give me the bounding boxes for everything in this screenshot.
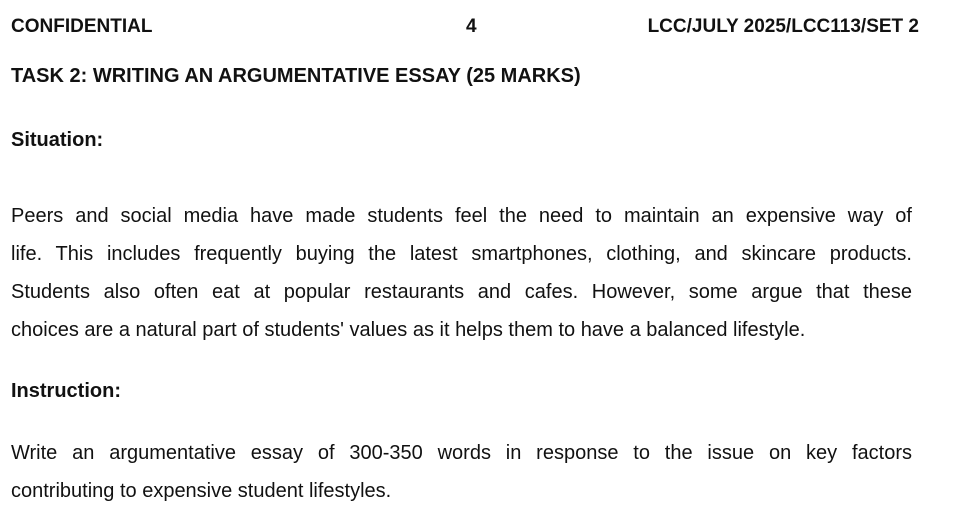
situation-paragraph xyxy=(11,197,912,349)
situation-line: Peers and social media have made students feel the need to maintain an expensive way of xyxy=(11,205,912,227)
instruction-line: contributing to expensive student lifestyles. xyxy=(11,480,392,502)
situation-line: Students also often eat at popular restaurants and cafes. However, some argue that these xyxy=(11,281,912,303)
instruction-line: Write an argumentative essay of 300-350 words in response to the issue on key factors xyxy=(11,442,912,464)
situation-line: life. This includes frequently buying the latest smartphones, clothing, and skincare products. xyxy=(11,243,912,265)
instruction-paragraph xyxy=(11,434,912,510)
situation-heading: Situation: xyxy=(11,129,104,151)
task-title: TASK 2: WRITING AN ARGUMENTATIVE ESSAY (25 MARKS) xyxy=(11,65,581,87)
confidential-label: CONFIDENTIAL xyxy=(11,16,153,37)
page-number: 4 xyxy=(466,16,477,37)
instruction-heading: Instruction: xyxy=(11,380,121,402)
document-code: LCC/JULY 2025/LCC113/SET 2 xyxy=(647,16,919,37)
situation-line: choices are a natural part of students' values as it helps them to have a balanced lifestyle. xyxy=(11,319,806,341)
